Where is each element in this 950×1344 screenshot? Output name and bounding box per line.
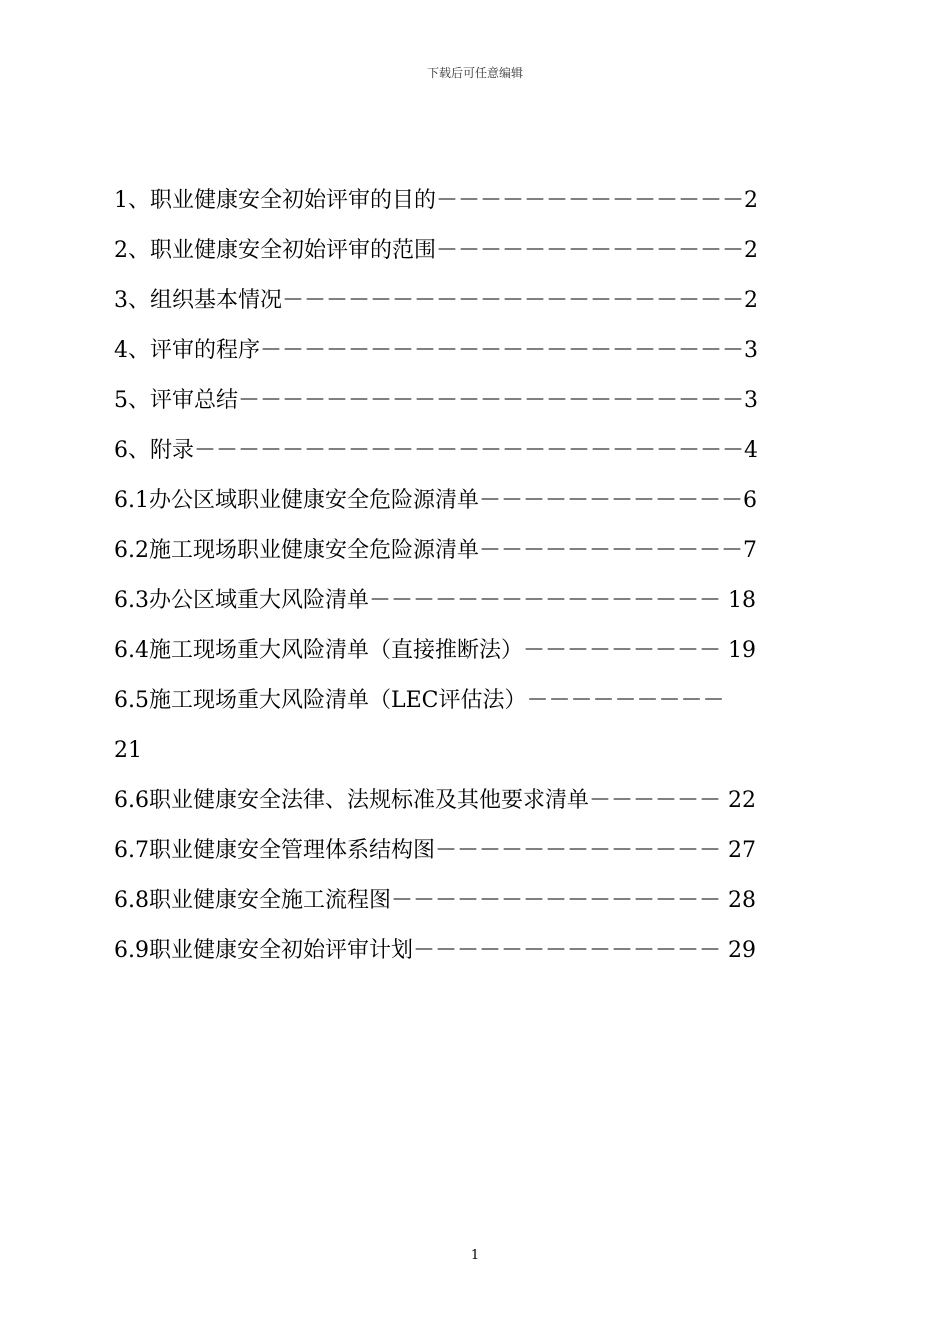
toc-entry-1: 1、职业健康安全初始评审的目的－－－－－－－－－－－－－－2 (114, 188, 758, 213)
toc-entry-6-5-page: 21 (114, 738, 142, 763)
toc-entry-6-1: 6.1办公区域职业健康安全危险源清单－－－－－－－－－－－－6 (114, 488, 757, 513)
toc-entry-6-6: 6.6职业健康安全法律、法规标准及其他要求清单－－－－－－ 22 (114, 788, 756, 813)
page-number: 1 (470, 1248, 480, 1263)
toc-entry-6: 6、附录－－－－－－－－－－－－－－－－－－－－－－－－－4 (114, 438, 758, 463)
toc-entry-6-5: 6.5施工现场重大风险清单（LEC评估法）－－－－－－－－－ (114, 688, 725, 713)
toc-entry-6-3: 6.3办公区域重大风险清单－－－－－－－－－－－－－－－－ 18 (114, 588, 756, 613)
toc-entry-6-4: 6.4施工现场重大风险清单（直接推断法）－－－－－－－－－ 19 (114, 638, 756, 663)
toc-entry-4: 4、评审的程序－－－－－－－－－－－－－－－－－－－－－－3 (114, 338, 758, 363)
toc-entry-6-2: 6.2施工现场职业健康安全危险源清单－－－－－－－－－－－－7 (114, 538, 757, 563)
page-header: 下载后可任意编辑 (426, 66, 523, 80)
toc-entry-3: 3、组织基本情况－－－－－－－－－－－－－－－－－－－－－2 (114, 288, 758, 313)
table-of-contents (114, 176, 834, 976)
toc-entry-6-9: 6.9职业健康安全初始评审计划－－－－－－－－－－－－－－ 29 (114, 938, 756, 963)
toc-entry-6-8: 6.8职业健康安全施工流程图－－－－－－－－－－－－－－－ 28 (114, 888, 756, 913)
toc-entry-2: 2、职业健康安全初始评审的范围－－－－－－－－－－－－－－2 (114, 238, 758, 263)
toc-entry-5: 5、评审总结－－－－－－－－－－－－－－－－－－－－－－－3 (114, 388, 758, 413)
toc-entry-6-7: 6.7职业健康安全管理体系结构图－－－－－－－－－－－－－ 27 (114, 838, 756, 863)
